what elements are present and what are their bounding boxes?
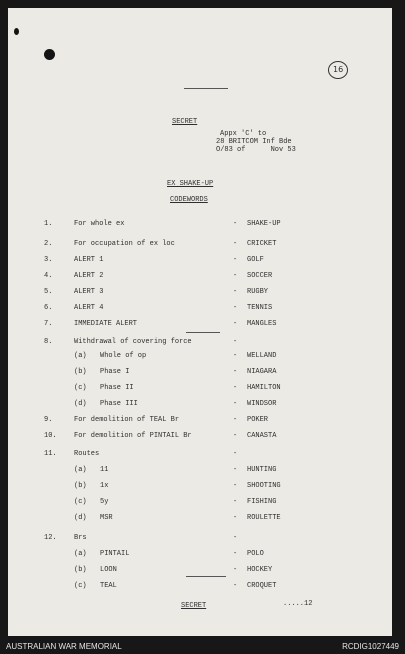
item-number: (a) — [74, 352, 87, 360]
item-dash: - — [233, 550, 238, 558]
item-number: 5. — [44, 288, 53, 296]
item-dash: - — [233, 288, 238, 296]
item-label: MSR — [100, 514, 113, 522]
item-number: (d) — [74, 400, 87, 408]
item-codeword: WELLAND — [247, 352, 277, 360]
item-label: Routes — [74, 450, 100, 458]
item-number: 7. — [44, 320, 53, 328]
item-number: (c) — [74, 498, 87, 506]
item-codeword: POKER — [247, 416, 269, 424]
item-number: (b) — [74, 566, 87, 574]
item-codeword: RUGBY — [247, 288, 269, 296]
item-label: Whole of op — [100, 352, 147, 360]
item-dash: - — [233, 304, 238, 312]
item-number: 1. — [44, 220, 53, 228]
item-dash: - — [233, 514, 238, 522]
item-dash: - — [233, 466, 238, 474]
item-codeword: SHAKE-UP — [247, 220, 281, 228]
item-label: LOON — [100, 566, 117, 574]
item-number: 6. — [44, 304, 53, 312]
item-dash: - — [233, 368, 238, 376]
item-dash: - — [233, 272, 238, 280]
item-dash: - — [233, 534, 238, 542]
item-codeword: GOLF — [247, 256, 264, 264]
item-dash: - — [233, 566, 238, 574]
item-label: For demolition of PINTAIL Br — [74, 432, 192, 440]
item-label: ALERT 1 — [74, 256, 104, 264]
item-number: 8. — [44, 338, 53, 346]
footer-id: RCDIG1027449 — [342, 642, 399, 651]
appx-line-1: Appx 'C' to — [220, 130, 267, 138]
item-number: 11. — [44, 450, 57, 458]
item-label: TEAL — [100, 582, 117, 590]
item-number: 3. — [44, 256, 53, 264]
item-codeword: CRICKET — [247, 240, 277, 248]
pen-mark — [184, 88, 228, 89]
item-dash: - — [233, 498, 238, 506]
item-codeword: POLO — [247, 550, 264, 558]
item-label: Phase III — [100, 400, 138, 408]
item-codeword: CROQUET — [247, 582, 277, 590]
exercise-title: EX SHAKE-UP — [167, 180, 214, 188]
item-codeword: HAMILTON — [247, 384, 281, 392]
continuation-note: .....12 — [283, 600, 313, 608]
item-label: Phase I — [100, 368, 130, 376]
pen-mark — [186, 332, 220, 333]
item-number: 4. — [44, 272, 53, 280]
item-dash: - — [233, 240, 238, 248]
item-number: (a) — [74, 466, 87, 474]
item-label: Brs — [74, 534, 87, 542]
item-label: For occupation of ex loc — [74, 240, 175, 248]
item-label: ALERT 2 — [74, 272, 104, 280]
item-codeword: NIAGARA — [247, 368, 277, 376]
item-label: For whole ex — [74, 220, 125, 228]
item-dash: - — [233, 482, 238, 490]
item-number: 10. — [44, 432, 57, 440]
item-label: For demolition of TEAL Br — [74, 416, 180, 424]
item-number: 2. — [44, 240, 53, 248]
item-codeword: CANASTA — [247, 432, 277, 440]
classification-bottom: SECRET — [181, 602, 207, 610]
item-codeword: FISHING — [247, 498, 277, 506]
item-label: Withdrawal of covering force — [74, 338, 192, 346]
pen-mark — [186, 576, 226, 577]
archive-footer — [0, 638, 405, 654]
item-number: (c) — [74, 582, 87, 590]
item-number: (a) — [74, 550, 87, 558]
item-dash: - — [233, 220, 238, 228]
item-codeword: HUNTING — [247, 466, 277, 474]
item-codeword: MANGLES — [247, 320, 277, 328]
page-number: 16 — [333, 65, 344, 74]
item-number: (b) — [74, 368, 87, 376]
ink-spot — [14, 28, 19, 35]
appx-line-3: O/83 of Nov 53 — [216, 146, 296, 154]
section-title: CODEWORDS — [170, 196, 208, 204]
item-codeword: ROULETTE — [247, 514, 281, 522]
footer-source: AUSTRALIAN WAR MEMORIAL — [6, 642, 122, 651]
item-dash: - — [233, 400, 238, 408]
item-codeword: SHOOTING — [247, 482, 281, 490]
item-label: 1x — [100, 482, 109, 490]
item-dash: - — [233, 256, 238, 264]
item-dash: - — [233, 320, 238, 328]
item-number: (b) — [74, 482, 87, 490]
punch-hole — [44, 49, 55, 60]
item-label: 11 — [100, 466, 109, 474]
item-label: ALERT 3 — [74, 288, 104, 296]
item-codeword: HOCKEY — [247, 566, 273, 574]
item-number: 12. — [44, 534, 57, 542]
item-number: (d) — [74, 514, 87, 522]
item-dash: - — [233, 416, 238, 424]
document-sheet — [8, 8, 392, 636]
item-codeword: WINDSOR — [247, 400, 277, 408]
item-number: (c) — [74, 384, 87, 392]
item-dash: - — [233, 582, 238, 590]
item-label: IMMEDIATE ALERT — [74, 320, 138, 328]
item-dash: - — [233, 450, 238, 458]
item-label: PINTAIL — [100, 550, 130, 558]
item-label: Phase II — [100, 384, 134, 392]
item-dash: - — [233, 384, 238, 392]
item-label: 5y — [100, 498, 109, 506]
item-codeword: SOCCER — [247, 272, 273, 280]
item-dash: - — [233, 338, 238, 346]
item-dash: - — [233, 432, 238, 440]
item-number: 9. — [44, 416, 53, 424]
appx-line-2: 28 BRITCOM Inf Bde — [216, 138, 292, 146]
item-label: ALERT 4 — [74, 304, 104, 312]
item-codeword: TENNIS — [247, 304, 273, 312]
classification-top: SECRET — [172, 118, 198, 126]
item-dash: - — [233, 352, 238, 360]
